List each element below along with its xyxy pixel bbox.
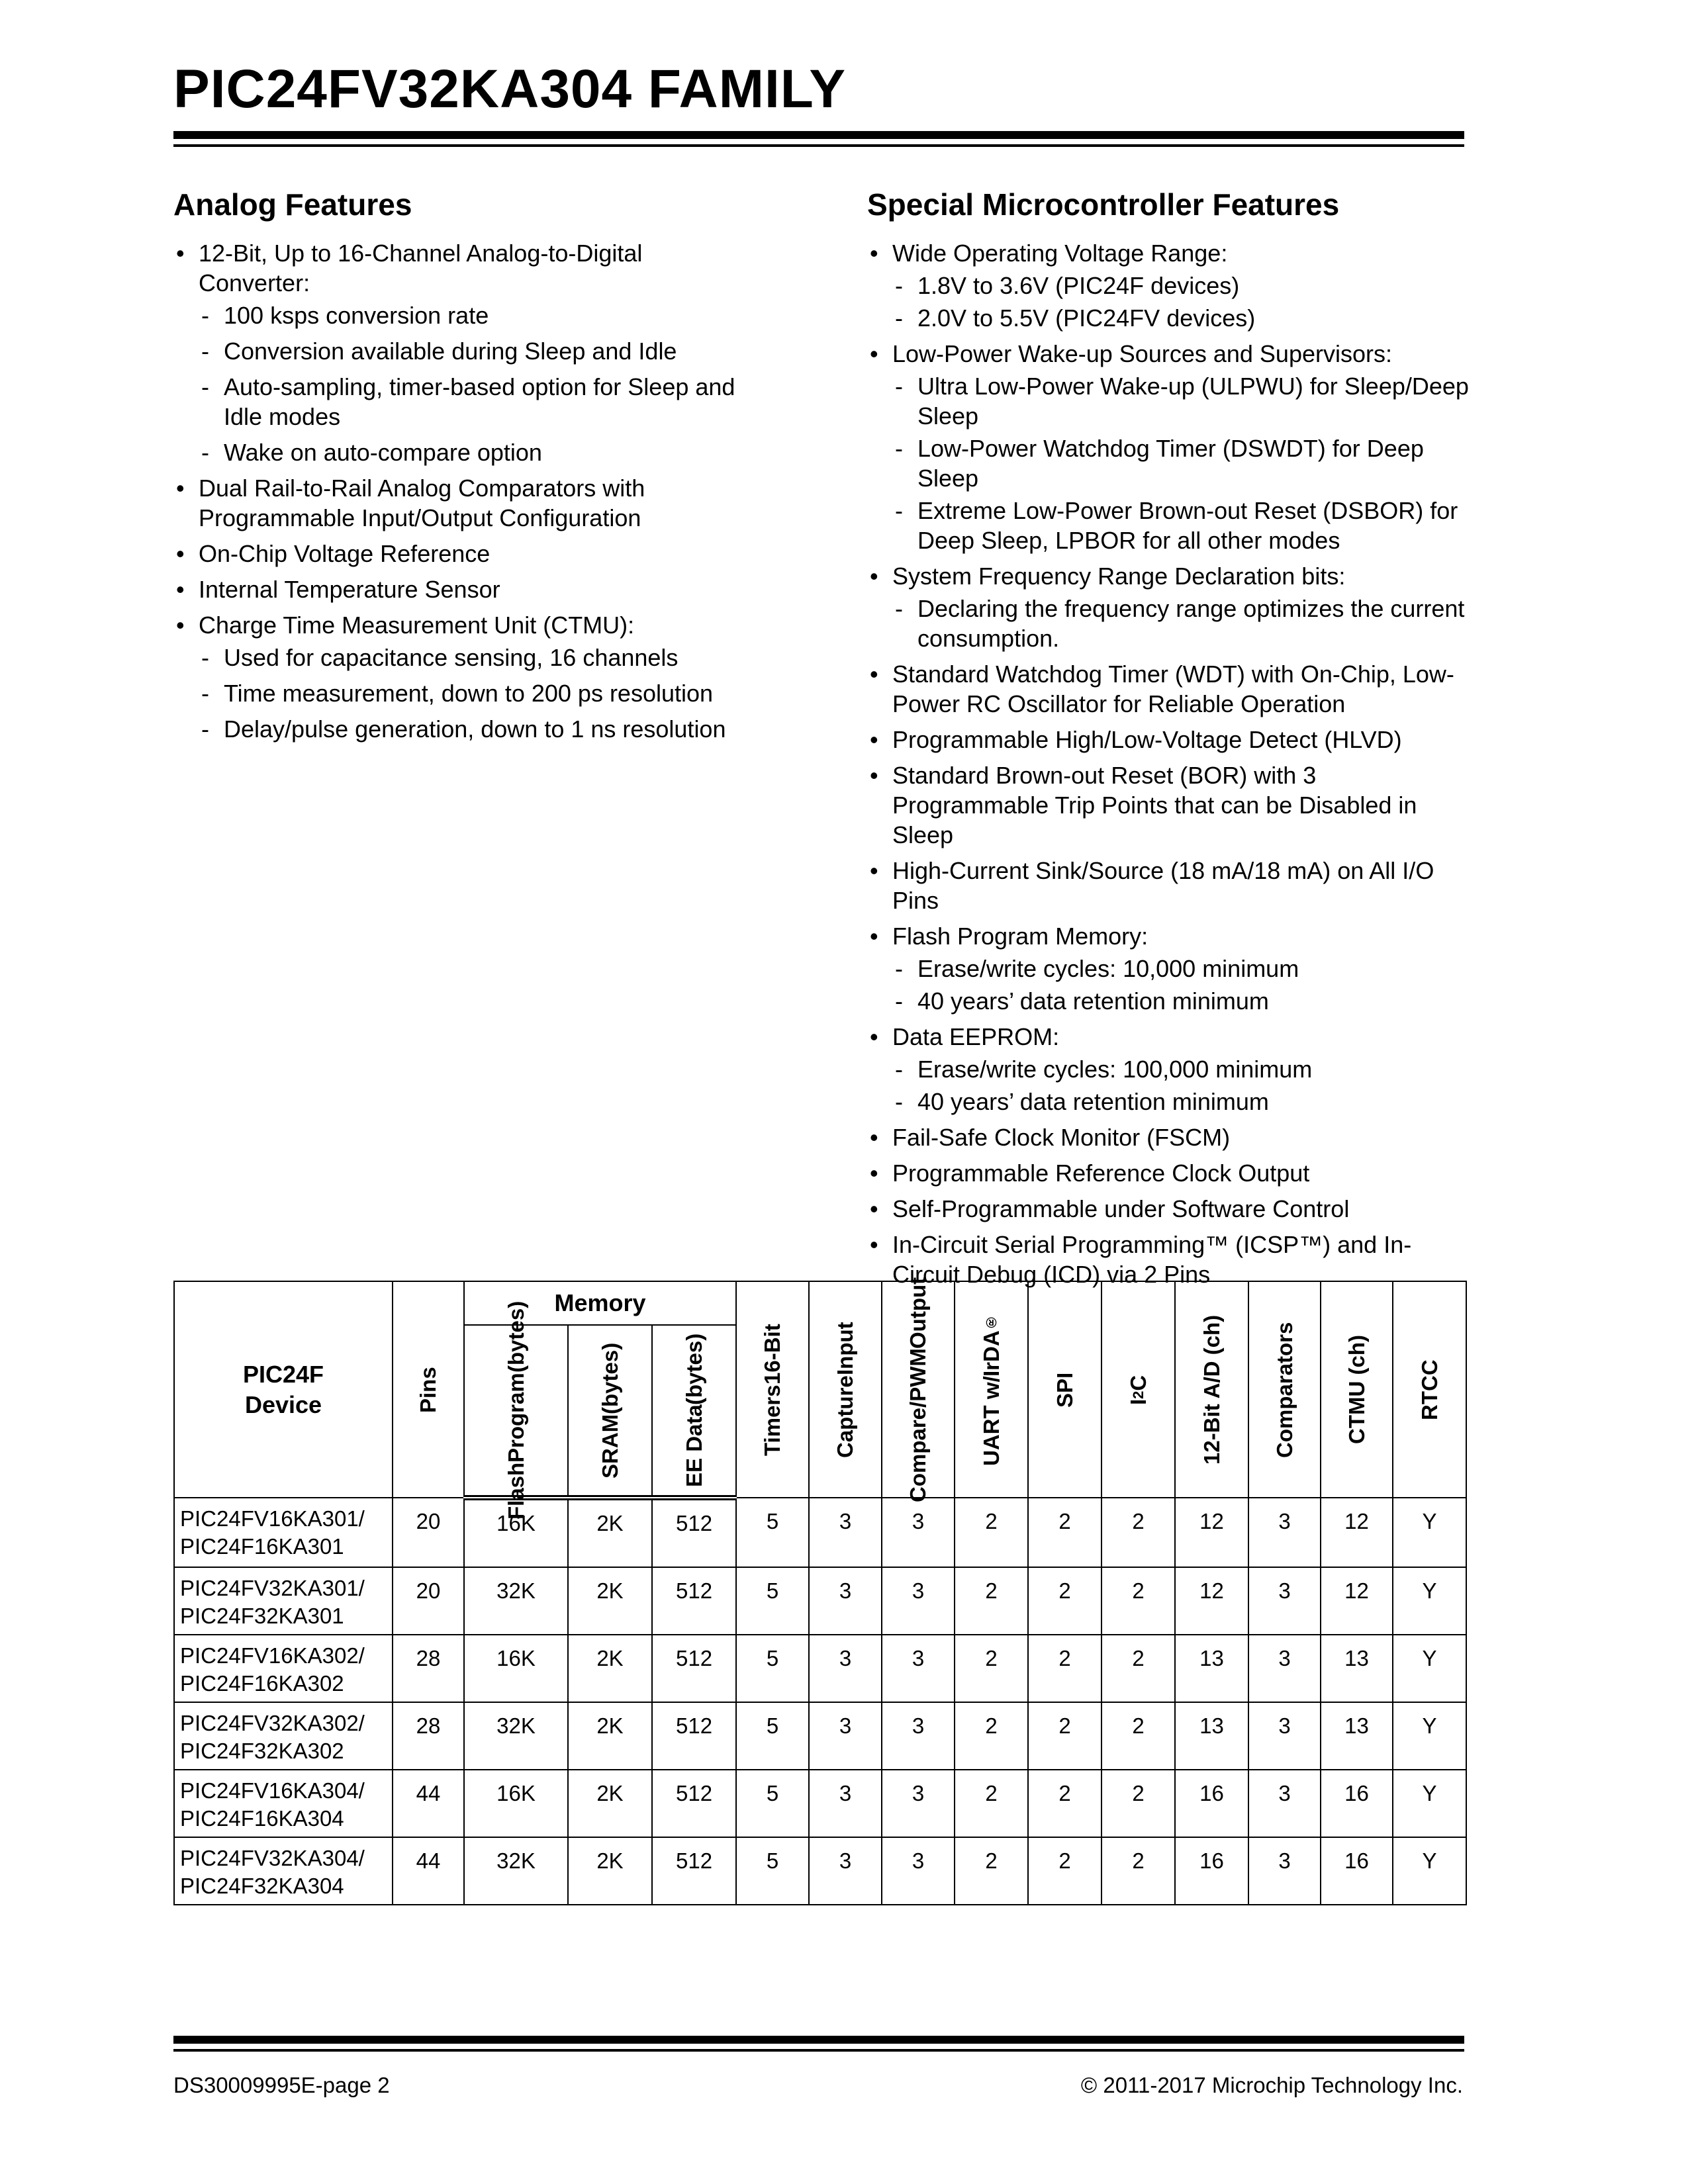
list-item xyxy=(867,1194,1470,1224)
header-text: RTCC xyxy=(1417,1359,1442,1420)
header-text: Flash xyxy=(503,1462,528,1520)
device-cell xyxy=(174,1702,393,1770)
header-text: Output xyxy=(906,1277,931,1349)
capture-column-header xyxy=(809,1281,882,1498)
list-item xyxy=(867,725,1470,754)
table-cell: 3 xyxy=(882,1770,955,1837)
table-cell: 2 xyxy=(955,1702,1028,1770)
feature-text: Standard Brown-out Reset (BOR) with 3 Programmable Trip Points that can be Disabled in Sleep xyxy=(892,762,1417,848)
sub-item: - Erase/write cycles: 100,000 minimum xyxy=(892,1054,1470,1084)
table-cell: 28 xyxy=(393,1702,464,1770)
table-cell: 44 xyxy=(393,1770,464,1837)
feature-text: In-Circuit Serial Programming™ (ICSP™) and In-Circuit Debug (ICD) via 2 Pins xyxy=(892,1231,1412,1288)
table-cell: 16 xyxy=(1321,1837,1393,1905)
compare-column-header xyxy=(882,1277,955,1502)
sub-item: - Extreme Low-Power Brown-out Reset (DSBOR) for Deep Sleep, LPBOR for all other modes xyxy=(892,496,1470,555)
header-text: (bytes) xyxy=(681,1333,706,1405)
list-item xyxy=(867,1022,1470,1116)
header-text: Comparators xyxy=(1272,1321,1297,1458)
feature-text: High-Current Sink/Source (18 mA/18 mA) on All I/O Pins xyxy=(892,857,1434,914)
header-rule-thin xyxy=(173,144,1464,147)
table-cell: 3 xyxy=(1248,1702,1321,1770)
page-title: PIC24FV32KA304 FAMILY xyxy=(173,59,847,119)
feature-text: 12-Bit, Up to 16-Channel Analog-to-Digital Converter: xyxy=(199,240,643,296)
registered-mark: ® xyxy=(982,1313,1000,1330)
table-cell: 13 xyxy=(1321,1635,1393,1702)
table-cell: 20 xyxy=(393,1567,464,1635)
table-cell: 3 xyxy=(1248,1498,1321,1567)
table-cell: 3 xyxy=(809,1635,882,1702)
table-cell: 2 xyxy=(1102,1498,1175,1567)
memory-group-header: Memory xyxy=(464,1281,736,1325)
superscript-2: 2 xyxy=(1129,1390,1147,1398)
footer-page-label: DS30009995E-page 2 xyxy=(173,2073,390,2097)
header-text: C xyxy=(1125,1374,1150,1390)
table-cell: 3 xyxy=(882,1498,955,1567)
table-cell: 5 xyxy=(736,1770,809,1837)
device-cell xyxy=(174,1567,393,1635)
table-cell: Y xyxy=(1393,1770,1466,1837)
feature-text: Programmable Reference Clock Output xyxy=(892,1160,1310,1187)
header-text: 12-Bit A/D (ch) xyxy=(1199,1314,1224,1465)
device-line: PIC24FV16KA301/ xyxy=(180,1506,365,1531)
table-cell: 3 xyxy=(809,1567,882,1635)
table-cell: 13 xyxy=(1321,1702,1393,1770)
table-cell: 2 xyxy=(1028,1635,1102,1702)
feature-text: Data EEPROM: xyxy=(892,1023,1060,1050)
table-cell: 3 xyxy=(882,1837,955,1905)
table-cell: Y xyxy=(1393,1635,1466,1702)
sub-list xyxy=(199,300,743,467)
table-cell: 5 xyxy=(736,1635,809,1702)
header-text: SRAM xyxy=(597,1414,622,1479)
sub-item: - Erase/write cycles: 10,000 minimum xyxy=(892,954,1470,983)
table-cell: 13 xyxy=(1175,1702,1248,1770)
table-cell: 512 xyxy=(652,1770,736,1837)
header-text: Pins xyxy=(416,1366,440,1413)
feature-text: System Frequency Range Declaration bits: xyxy=(892,563,1346,590)
table-cell: 32K xyxy=(464,1837,568,1905)
table-cell: 5 xyxy=(736,1837,809,1905)
device-table xyxy=(173,1277,1467,1905)
analog-features-heading: Analog Features xyxy=(173,187,412,222)
table-row xyxy=(174,1702,1466,1770)
timers-column-header xyxy=(736,1281,809,1498)
device-cell xyxy=(174,1635,393,1702)
table-cell: 28 xyxy=(393,1635,464,1702)
device-cell xyxy=(174,1837,393,1905)
table-cell: 2 xyxy=(1102,1702,1175,1770)
table-cell: 5 xyxy=(736,1567,809,1635)
table-cell: 5 xyxy=(736,1702,809,1770)
table-cell: 2 xyxy=(1102,1837,1175,1905)
table-cell: 512 xyxy=(652,1498,736,1567)
comparators-column-header xyxy=(1248,1281,1321,1498)
list-item xyxy=(867,921,1470,1016)
table-cell: 2 xyxy=(955,1770,1028,1837)
feature-text: Charge Time Measurement Unit (CTMU): xyxy=(199,612,635,639)
table-cell: 5 xyxy=(736,1498,809,1567)
table-cell: 2 xyxy=(1102,1635,1175,1702)
feature-text: Programmable High/Low-Voltage Detect (HLVD) xyxy=(892,726,1402,753)
table-cell: 3 xyxy=(1248,1770,1321,1837)
table-cell: 2 xyxy=(1028,1702,1102,1770)
list-item xyxy=(173,539,743,569)
spi-column-header xyxy=(1028,1281,1102,1498)
sub-item: - Used for capacitance sensing, 16 channels xyxy=(199,643,743,672)
analog-features-list xyxy=(173,238,743,744)
header-text: EE Data xyxy=(681,1404,706,1488)
sub-item: - 2.0V to 5.5V (PIC24FV devices) xyxy=(892,303,1470,333)
table-row xyxy=(174,1837,1466,1905)
table-cell: 32K xyxy=(464,1567,568,1635)
table-cell: 16 xyxy=(1175,1837,1248,1905)
table-cell: 2K xyxy=(568,1702,652,1770)
device-line: PIC24F16KA304 xyxy=(180,1806,344,1831)
feature-text: Low-Power Wake-up Sources and Supervisors: xyxy=(892,340,1392,367)
special-features-section xyxy=(867,187,1470,1295)
header-text: Timers xyxy=(760,1384,785,1456)
sub-list xyxy=(892,371,1470,555)
table-cell: 12 xyxy=(1175,1567,1248,1635)
ad-column-header xyxy=(1175,1281,1248,1498)
table-cell: 2 xyxy=(1028,1837,1102,1905)
list-item xyxy=(867,659,1470,719)
sub-item: - Declaring the frequency range optimizes the current consumption. xyxy=(892,594,1470,653)
sub-item: - 100 ksps conversion rate xyxy=(199,300,743,330)
device-line: PIC24FV32KA301/ xyxy=(180,1576,365,1600)
device-line: PIC24F32KA301 xyxy=(180,1604,344,1628)
table-cell: 16K xyxy=(464,1770,568,1837)
table-cell: 12 xyxy=(1175,1498,1248,1567)
table-cell: 2K xyxy=(568,1770,652,1837)
sub-item: - 40 years’ data retention minimum xyxy=(892,1087,1470,1116)
header-text: Capture xyxy=(833,1375,858,1458)
sub-item: - 40 years’ data retention minimum xyxy=(892,986,1470,1016)
list-item xyxy=(173,610,743,744)
list-item xyxy=(867,856,1470,915)
table-row xyxy=(174,1498,1466,1567)
header-text: Input xyxy=(833,1321,858,1375)
list-item xyxy=(173,238,743,467)
table-cell: 12 xyxy=(1321,1567,1393,1635)
device-line: PIC24F16KA302 xyxy=(180,1671,344,1696)
table-cell: 3 xyxy=(1248,1635,1321,1702)
table-cell: 16 xyxy=(1175,1770,1248,1837)
header-text: Compare/PWM xyxy=(906,1348,931,1502)
table-row xyxy=(174,1635,1466,1702)
header-text: UART w/ xyxy=(978,1376,1004,1466)
sub-item: - Auto-sampling, timer-based option for Sleep and Idle modes xyxy=(199,372,743,432)
sram-column-header xyxy=(568,1325,652,1498)
table-cell: 2K xyxy=(568,1635,652,1702)
uart-column-header xyxy=(955,1281,1028,1498)
table-cell: 3 xyxy=(882,1635,955,1702)
device-line: PIC24FV32KA304/ xyxy=(180,1846,365,1870)
table-row xyxy=(174,1770,1466,1837)
table-cell: 3 xyxy=(809,1837,882,1905)
device-cell xyxy=(174,1498,393,1567)
table-cell: 512 xyxy=(652,1702,736,1770)
table-cell: 2 xyxy=(955,1837,1028,1905)
device-column-header xyxy=(174,1281,393,1498)
table-cell: 512 xyxy=(652,1567,736,1635)
table-cell: 2 xyxy=(955,1635,1028,1702)
flash-column-header xyxy=(464,1300,568,1520)
header-text: SPI xyxy=(1052,1371,1077,1408)
sub-item: - Ultra Low-Power Wake-up (ULPWU) for Sleep/Deep Sleep xyxy=(892,371,1470,431)
table-cell: 44 xyxy=(393,1837,464,1905)
sub-item: - Conversion available during Sleep and Idle xyxy=(199,336,743,366)
sub-list xyxy=(892,954,1470,1016)
table-cell: 3 xyxy=(1248,1837,1321,1905)
device-line: PIC24F32KA302 xyxy=(180,1739,344,1763)
table-cell: 3 xyxy=(882,1567,955,1635)
feature-text: Internal Temperature Sensor xyxy=(199,576,500,603)
footer-copyright: © 2011-2017 Microchip Technology Inc. xyxy=(1080,2073,1463,2097)
device-line: PIC24F32KA304 xyxy=(180,1874,344,1898)
table-cell: 2 xyxy=(1028,1567,1102,1635)
ctmu-column-header xyxy=(1321,1281,1393,1498)
table-cell: 3 xyxy=(809,1770,882,1837)
list-item xyxy=(867,238,1470,333)
device-header-line: Device xyxy=(244,1390,322,1418)
rtcc-column-header xyxy=(1393,1281,1466,1498)
header-text: I xyxy=(1125,1398,1150,1405)
special-features-list xyxy=(867,238,1470,1289)
sub-item: - Low-Power Watchdog Timer (DSWDT) for Deep Sleep xyxy=(892,433,1470,493)
feature-text: Standard Watchdog Timer (WDT) with On-Chip, Low-Power RC Oscillator for Reliable Operation xyxy=(892,660,1454,717)
table-cell: 3 xyxy=(809,1702,882,1770)
feature-text: Wide Operating Voltage Range: xyxy=(892,240,1228,267)
sub-item: - 1.8V to 3.6V (PIC24F devices) xyxy=(892,271,1470,300)
table-cell: 13 xyxy=(1175,1635,1248,1702)
table-cell: Y xyxy=(1393,1567,1466,1635)
table-cell: 512 xyxy=(652,1837,736,1905)
sub-item: - Wake on auto-compare option xyxy=(199,437,743,467)
footer-rule-thick xyxy=(173,2036,1464,2044)
table-cell: 3 xyxy=(1248,1567,1321,1635)
feature-text: Self-Programmable under Software Control xyxy=(892,1195,1350,1222)
list-item xyxy=(867,561,1470,653)
table-cell: 16K xyxy=(464,1498,568,1567)
table-cell: 2K xyxy=(568,1837,652,1905)
table-cell: 3 xyxy=(809,1498,882,1567)
list-item xyxy=(867,339,1470,555)
table-cell: Y xyxy=(1393,1837,1466,1905)
table-cell: 2 xyxy=(1028,1498,1102,1567)
device-cell xyxy=(174,1770,393,1837)
pins-column-header xyxy=(393,1281,464,1498)
list-item xyxy=(867,760,1470,850)
feature-text: Fail-Safe Clock Monitor (FSCM) xyxy=(892,1124,1231,1151)
table-cell: 2 xyxy=(955,1567,1028,1635)
header-text: IrDA xyxy=(978,1330,1004,1377)
table-row xyxy=(174,1567,1466,1635)
table-cell: 2 xyxy=(1028,1770,1102,1837)
i2c-column-header xyxy=(1102,1281,1175,1498)
table-cell: 32K xyxy=(464,1702,568,1770)
table-cell: Y xyxy=(1393,1498,1466,1567)
device-line: PIC24F16KA301 xyxy=(180,1534,344,1559)
feature-text: Dual Rail-to-Rail Analog Comparators with Programmable Input/Output Configuration xyxy=(199,475,645,531)
list-item xyxy=(173,473,743,533)
table-cell: Y xyxy=(1393,1702,1466,1770)
header-text: 16-Bit xyxy=(760,1323,785,1385)
list-item xyxy=(867,1122,1470,1152)
table-cell: 2 xyxy=(1102,1770,1175,1837)
ee-data-column-header xyxy=(652,1325,736,1498)
device-line: PIC24FV32KA302/ xyxy=(180,1711,365,1735)
table-cell: 16K xyxy=(464,1635,568,1702)
device-header-line: PIC24F xyxy=(242,1360,324,1388)
feature-text: Flash Program Memory: xyxy=(892,923,1149,950)
table-cell: 2K xyxy=(568,1567,652,1635)
table-cell: 12 xyxy=(1321,1498,1393,1567)
sub-list xyxy=(892,271,1470,333)
device-line: PIC24FV16KA304/ xyxy=(180,1778,365,1803)
special-features-heading: Special Microcontroller Features xyxy=(867,187,1340,222)
header-text: (bytes) xyxy=(503,1300,528,1373)
list-item xyxy=(173,574,743,604)
sub-list xyxy=(892,594,1470,653)
footer-rule-thin xyxy=(173,2049,1464,2052)
table-cell: 3 xyxy=(882,1702,955,1770)
sub-list xyxy=(892,1054,1470,1116)
analog-features-section xyxy=(173,187,743,750)
device-line: PIC24FV16KA302/ xyxy=(180,1643,365,1668)
table-cell: 16 xyxy=(1321,1770,1393,1837)
feature-text: On-Chip Voltage Reference xyxy=(199,540,491,567)
header-text: Program xyxy=(503,1373,528,1463)
header-text: CTMU (ch) xyxy=(1344,1335,1369,1444)
table-cell: 2K xyxy=(568,1498,652,1567)
table-cell: 2 xyxy=(1102,1567,1175,1635)
sub-item: - Delay/pulse generation, down to 1 ns resolution xyxy=(199,714,743,744)
list-item xyxy=(867,1158,1470,1188)
table-cell: 512 xyxy=(652,1635,736,1702)
header-rule-thick xyxy=(173,131,1464,139)
header-text: (bytes) xyxy=(597,1342,622,1414)
sub-item: - Time measurement, down to 200 ps resolution xyxy=(199,678,743,708)
sub-list xyxy=(199,643,743,744)
table-cell: 20 xyxy=(393,1498,464,1567)
table-cell: 2 xyxy=(955,1498,1028,1567)
